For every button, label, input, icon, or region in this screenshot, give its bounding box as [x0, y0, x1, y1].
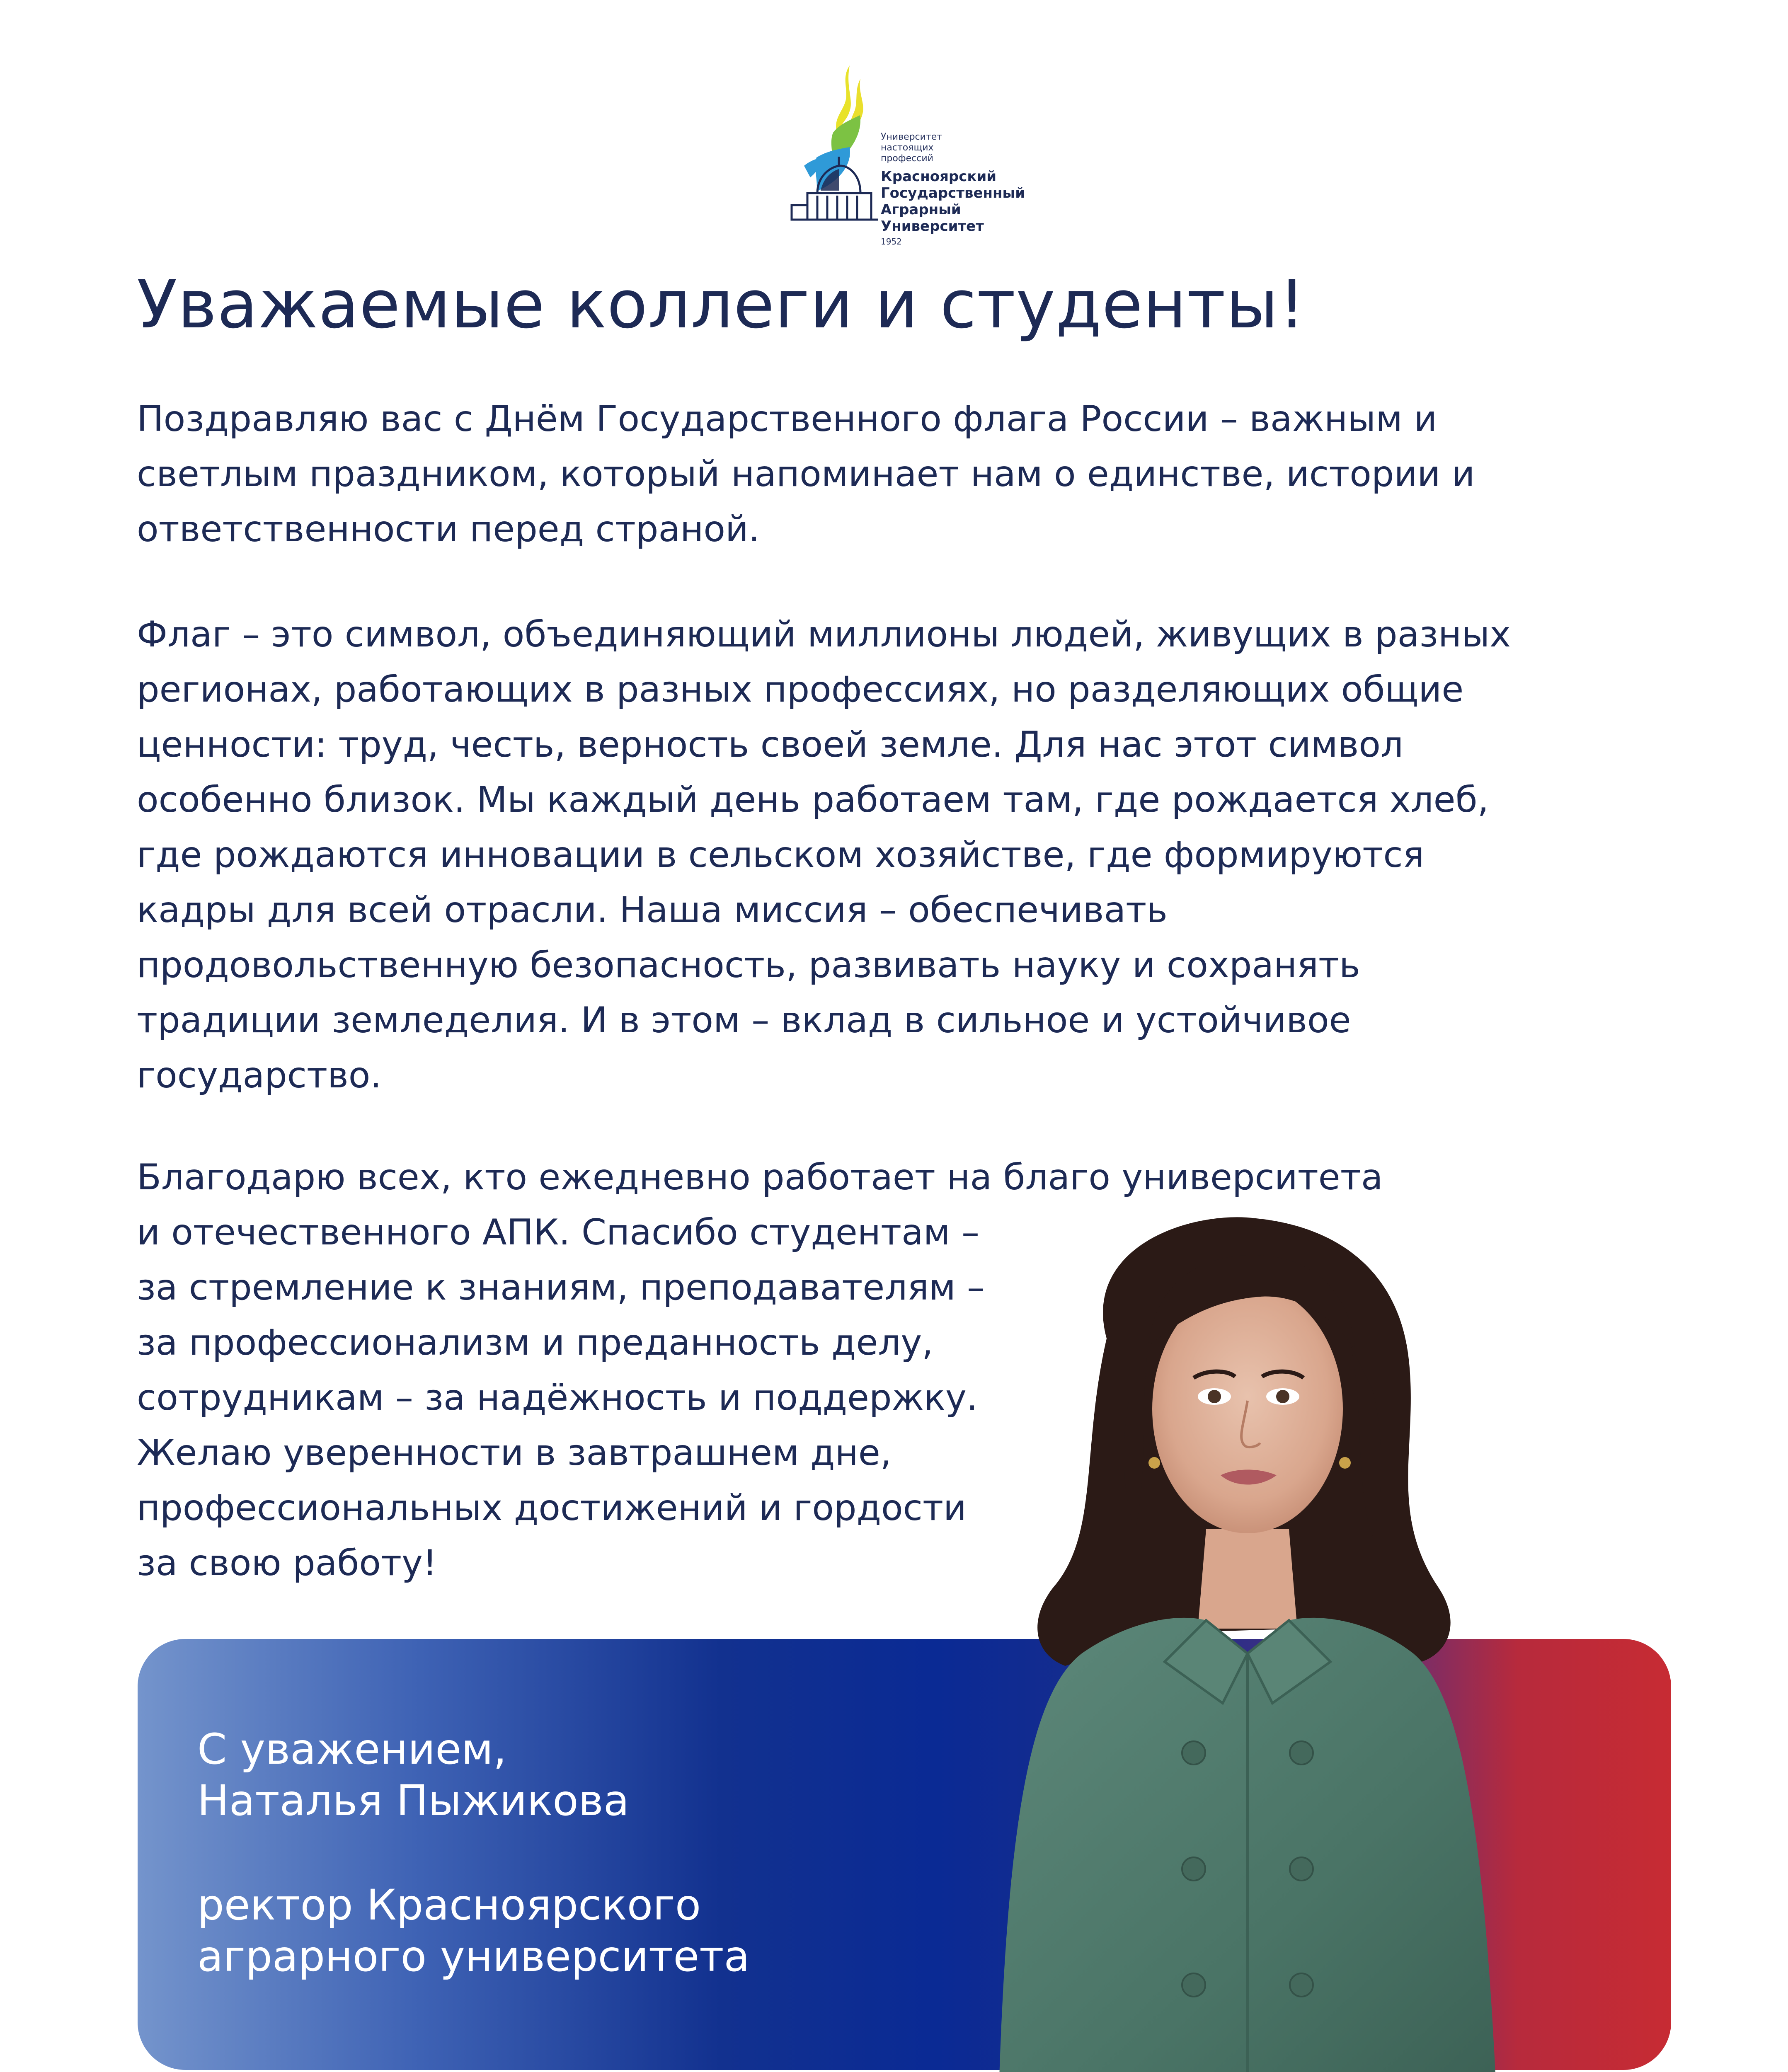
text-line: кадры для всей отрасли. Наша миссия – обеспечивать — [137, 889, 1168, 931]
text-line: ценности: труд, честь, верность своей земле. Для нас этот символ — [137, 724, 1403, 765]
text-line: Благодарю всех, кто ежедневно работает на благо университета — [137, 1157, 1383, 1198]
page-title: Уважаемые коллеги и студенты! — [137, 266, 1306, 343]
paragraph-greeting — [137, 392, 1475, 557]
signature-name: Наталья Пыжикова — [197, 1776, 630, 1825]
signature-greeting: С уважением, — [197, 1725, 507, 1774]
text-line: ответственности перед страной. — [137, 508, 760, 550]
university-logo — [787, 62, 1025, 247]
logo-name-line: Аграрный — [881, 201, 961, 218]
signature-title-line: ректор Красноярского — [197, 1881, 701, 1930]
logo-name-line: Государственный — [881, 185, 1025, 201]
paragraph-flag-symbol — [137, 607, 1511, 1103]
text-line: где рождаются инновации в сельском хозяйстве, где формируются — [137, 834, 1425, 876]
text-line: и отечественного АПК. Спасибо студентам – — [137, 1212, 980, 1253]
text-line: профессиональных достижений и гордости — [137, 1487, 967, 1529]
logo-name-line: Университет — [881, 218, 984, 235]
paragraph-thanks — [137, 1150, 1383, 1591]
text-line: за стремление к знаниям, преподавателям – — [137, 1267, 985, 1308]
text-line: особенно близок. Мы каждый день работаем там, где рождается хлеб, — [137, 779, 1489, 821]
logo-name-line: Красноярский — [881, 168, 997, 185]
text-line: Поздравляю вас с Днём Государственного флага России – важным и — [137, 398, 1437, 440]
signature-block — [197, 1724, 750, 1982]
logo-text — [881, 132, 1025, 247]
signature-spacer — [197, 1827, 750, 1880]
text-line: Флаг – это символ, объединяющий миллионы людей, живущих в разных — [137, 614, 1511, 655]
text-line: продовольственную безопасность, развивать науку и сохранять — [137, 944, 1360, 986]
text-line: традиции земледелия. И в этом – вклад в сильное и устойчивое — [137, 1000, 1351, 1041]
logo-tagline: Университет настоящих профессий — [881, 132, 942, 164]
text-line: сотрудникам – за надёжность и поддержку. — [137, 1377, 978, 1418]
text-line: за свою работу! — [137, 1542, 437, 1584]
university-emblem-icon — [787, 62, 883, 228]
text-line: государство. — [137, 1055, 382, 1096]
text-line: Желаю уверенности в завтрашнем дне, — [137, 1432, 892, 1474]
text-line: регионах, работающих в разных профессиях, но разделяющих общие — [137, 669, 1464, 710]
text-line: светлым праздником, который напоминает нам о единстве, истории и — [137, 453, 1475, 495]
text-line: за профессионализм и преданность делу, — [137, 1322, 933, 1363]
logo-year: 1952 — [881, 237, 902, 247]
signature-title-line: аграрного университета — [197, 1932, 750, 1981]
